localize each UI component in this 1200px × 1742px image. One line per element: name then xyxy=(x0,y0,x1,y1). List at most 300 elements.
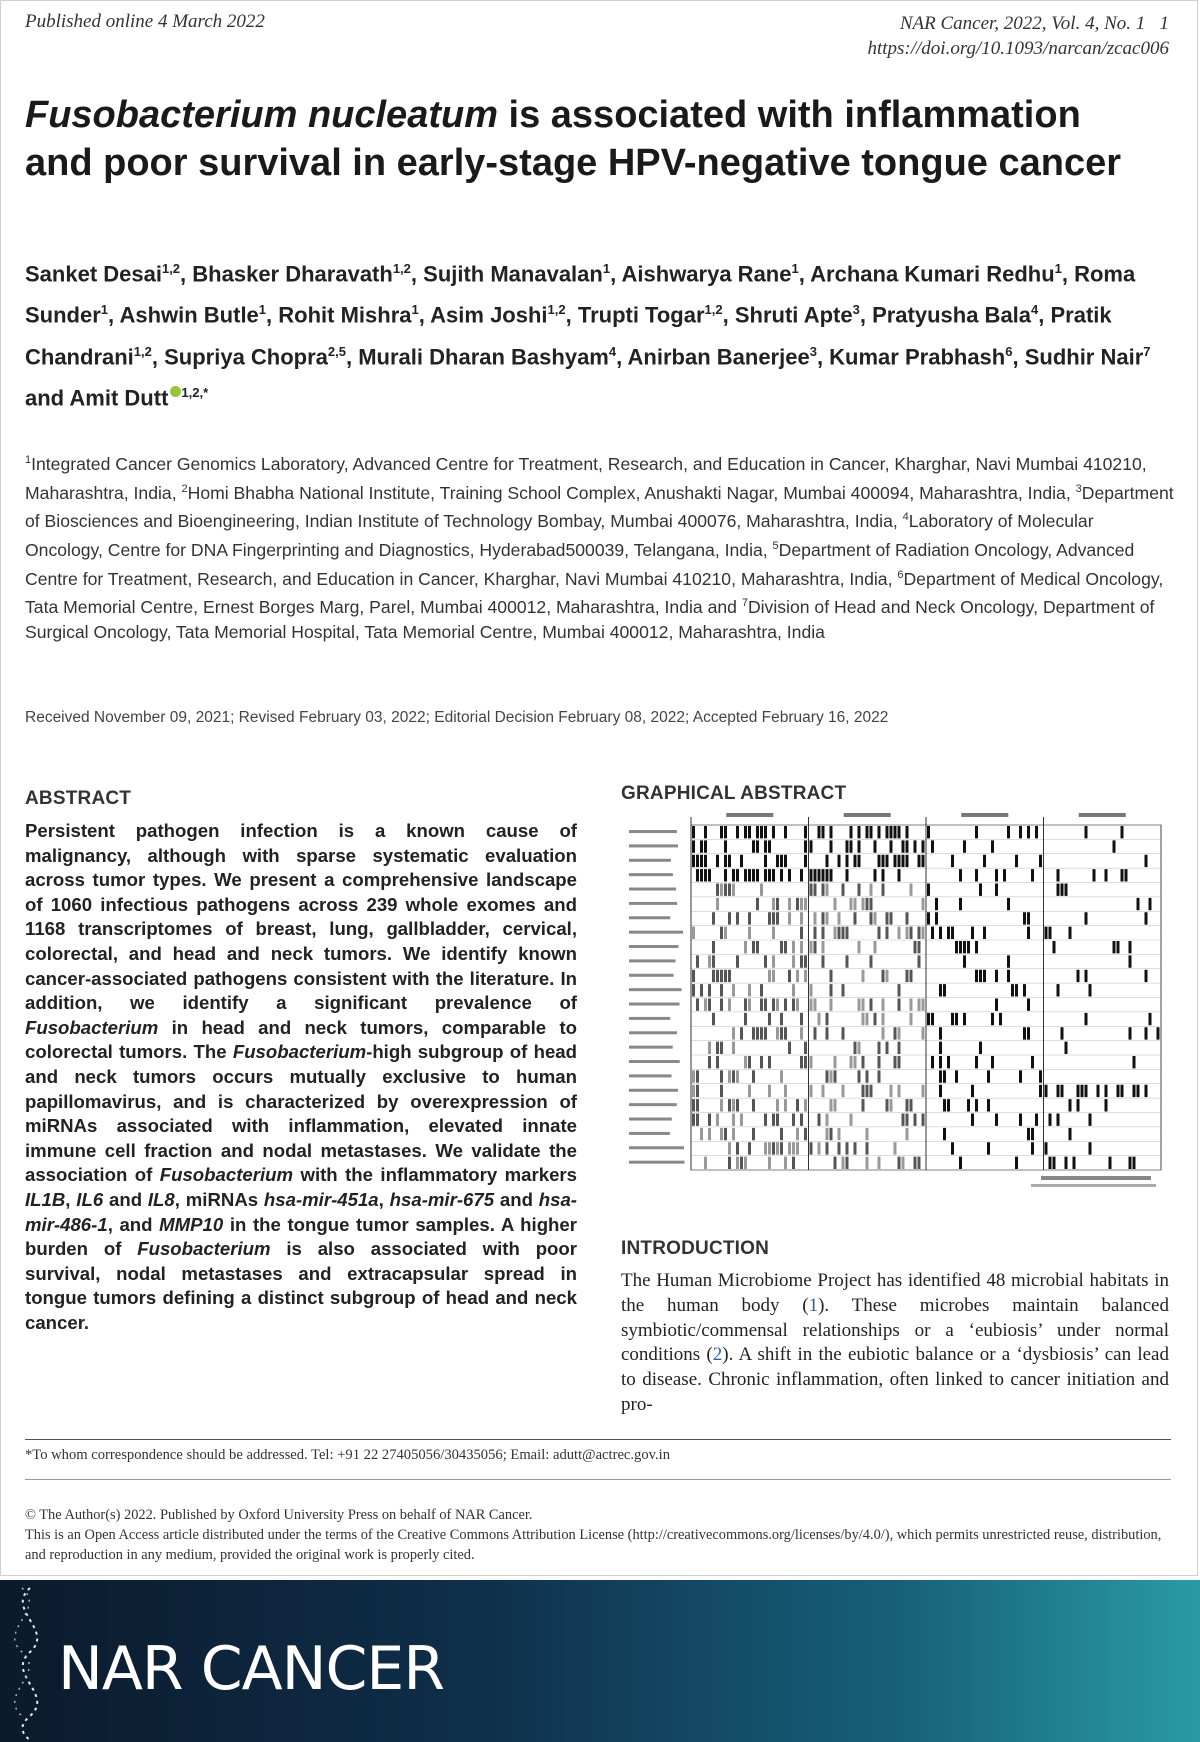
heatmap-cell xyxy=(804,855,807,867)
heatmap-cell xyxy=(918,1157,921,1169)
heatmap-cell xyxy=(1027,826,1030,838)
heatmap-cell xyxy=(959,898,962,910)
heatmap-cell xyxy=(866,1085,869,1097)
heatmap-cell xyxy=(720,1042,723,1054)
heatmap-cell xyxy=(736,912,739,924)
heatmap-cell xyxy=(724,840,727,852)
abstract-text: -high subgroup of head and neck tumors occurs mutually exclusive to human papillomavirus, and is characterized by overexpression of miRNAs associated with inflammation, elevated innate immune cell fraction and nodal metastases. We validate the association of xyxy=(25,1041,577,1186)
heatmap-cell xyxy=(842,927,845,939)
doi-link[interactable]: https://doi.org/10.1093/narcan/zcac006 xyxy=(867,38,1169,59)
heatmap-cell xyxy=(846,1157,849,1169)
heatmap-cell xyxy=(784,1099,787,1111)
heatmap-cell xyxy=(882,869,885,881)
author-affiliation-marker: 7 xyxy=(1143,343,1151,359)
heatmap-cell xyxy=(800,912,803,924)
heatmap-cell xyxy=(906,912,909,924)
heatmap-cell xyxy=(1019,826,1022,838)
heatmap-cell xyxy=(736,955,739,967)
heatmap-cell xyxy=(898,1027,901,1039)
heatmap-cell xyxy=(720,884,723,896)
heatmap-cell xyxy=(878,927,881,939)
heatmap-cell xyxy=(760,984,763,996)
heatmap-cell xyxy=(826,1114,829,1126)
heatmap-cell xyxy=(927,884,930,896)
heatmap-cell xyxy=(1129,1027,1132,1039)
heatmap-cell xyxy=(756,941,759,953)
heatmap-cell xyxy=(796,1099,799,1111)
orcid-icon[interactable] xyxy=(170,386,181,397)
heatmap-cell xyxy=(838,1142,841,1154)
heatmap-cell xyxy=(768,1142,771,1154)
abstract-italic: IL8 xyxy=(147,1188,175,1210)
author-name[interactable]: Kumar Prabhash xyxy=(829,343,1006,369)
heatmap-legend-caption xyxy=(1031,1184,1156,1187)
author-list: Sanket Desai$^{1,2}$, Bhasker Dharavath$^{1,2}$, Sujith Manavalan$^1$, Aishwarya Rane$^1$, Archana Kumari Redhu$^1$, Roma Sunder$^1$, Ashwin Butle$^1$, Rohit Mishra$^1$, Asim Joshi$^{1,2}$, Trupti Togar$^{1,2}$, Shruti Apte$^3$, Pratyusha Bala$^4$, Pratik Chandrani$^{1,2}$, Supriya Chopra$^{2,5}$, Murali Dharan Bashyam$^4$, Anirban Banerjee$^3$, Kumar Prabhash$^6$, Sudhir Nair$^7$ and Amit Dutt $^{1,2,*}$ xyxy=(25,261,1151,411)
heatmap-cell xyxy=(800,1027,803,1039)
heatmap-cell xyxy=(870,826,873,838)
affiliation-text: Department of Medical Oncology, Tata Memorial Centre, Ernest Borges Marg, Parel, Mumbai 400012, Maharashtra, India and xyxy=(25,568,1164,618)
heatmap-cell xyxy=(826,884,829,896)
heatmap-cell xyxy=(814,927,817,939)
heatmap-cell xyxy=(866,826,869,838)
heatmap-cell xyxy=(967,941,970,953)
heatmap-cell xyxy=(1137,898,1140,910)
heatmap-cell xyxy=(1145,855,1148,867)
heatmap-cell xyxy=(951,1142,954,1154)
heatmap-cell xyxy=(854,898,857,910)
heatmap-cell xyxy=(724,970,727,982)
heatmap-cell xyxy=(784,826,787,838)
heatmap-cell xyxy=(1085,970,1088,982)
heatmap-row-label xyxy=(629,945,678,948)
heatmap-cell xyxy=(886,826,889,838)
heatmap-cell xyxy=(792,1157,795,1169)
heatmap-cell xyxy=(810,869,813,881)
author-name[interactable]: Trupti Togar xyxy=(577,302,705,328)
heatmap-cell xyxy=(870,1085,873,1097)
heatmap-cell xyxy=(744,1157,747,1169)
reference-link[interactable]: 1 xyxy=(808,1294,819,1316)
abstract-heading: ABSTRACT xyxy=(25,788,132,809)
heatmap-cell xyxy=(764,1142,767,1154)
author-affiliation-marker: 1,2 xyxy=(161,261,181,276)
heatmap-cell xyxy=(1097,1085,1100,1097)
heatmap-cell xyxy=(704,840,707,852)
heatmap-cell xyxy=(826,912,829,924)
heatmap-cell xyxy=(780,1142,783,1154)
heatmap-row-label xyxy=(629,1146,684,1149)
heatmap-cell xyxy=(987,1142,990,1154)
heatmap-cell xyxy=(991,1056,994,1068)
heatmap-cell xyxy=(826,1142,829,1154)
heatmap-cell xyxy=(939,927,942,939)
heatmap-cell xyxy=(716,1114,719,1126)
author-name[interactable]: Asim Joshi xyxy=(430,302,548,328)
heatmap-cell xyxy=(858,999,861,1011)
heatmap-cell xyxy=(955,1013,958,1025)
heatmap-cell xyxy=(1085,912,1088,924)
heatmap-row-label xyxy=(629,1031,677,1034)
heatmap-cell xyxy=(826,1013,829,1025)
heatmap-cell xyxy=(748,999,751,1011)
heatmap-cell xyxy=(918,941,921,953)
heatmap-cell xyxy=(810,1056,813,1068)
heatmap-cell xyxy=(983,927,986,939)
heatmap-cell xyxy=(894,1142,897,1154)
title-rest: is associated with inflammation and poor survival in early-stage HPV-negative tongue cancer xyxy=(25,94,1122,184)
heatmap-cell xyxy=(906,970,909,982)
heatmap-cell xyxy=(886,1099,889,1111)
heatmap-cell xyxy=(748,869,751,881)
author-name[interactable]: Murali Dharan Bashyam xyxy=(358,343,609,369)
heatmap-cell xyxy=(692,826,695,838)
heatmap-cell xyxy=(780,869,783,881)
heatmap-cell xyxy=(804,898,807,910)
heatmap-cell xyxy=(708,955,711,967)
heatmap-cell xyxy=(800,1056,803,1068)
abstract-italic: hsa-mir-451a xyxy=(263,1188,379,1210)
abstract-text: and xyxy=(103,1188,148,1210)
heatmap-cell xyxy=(971,1114,974,1126)
heatmap-cell xyxy=(692,1099,695,1111)
heatmap-cell xyxy=(760,1027,763,1039)
heatmap-cell xyxy=(1149,1013,1152,1025)
heatmap-cell xyxy=(935,898,938,910)
heatmap-cell xyxy=(898,927,901,939)
heatmap-cell xyxy=(810,1142,813,1154)
heatmap-cell xyxy=(1007,826,1010,838)
heatmap-cell xyxy=(939,1042,942,1054)
heatmap-cell xyxy=(947,1056,950,1068)
heatmap-cell xyxy=(752,869,755,881)
heatmap-cell xyxy=(910,1099,913,1111)
heatmap-cell xyxy=(1093,869,1096,881)
heatmap-cell xyxy=(975,826,978,838)
heatmap-cell xyxy=(1035,826,1038,838)
heatmap-cell xyxy=(878,826,881,838)
heatmap-cell xyxy=(995,970,998,982)
heatmap-cell xyxy=(939,1027,942,1039)
heatmap-cell xyxy=(1015,855,1018,867)
heatmap-cell xyxy=(1137,1085,1140,1097)
heatmap-cell xyxy=(728,1070,731,1082)
heatmap-cell xyxy=(814,941,817,953)
heatmap-cell xyxy=(720,826,723,838)
abstract-text: with the inflammatory markers xyxy=(293,1164,578,1186)
heatmap-cell xyxy=(906,927,909,939)
heatmap-cell xyxy=(846,855,849,867)
author-name[interactable]: Sudhir Nair xyxy=(1024,343,1144,369)
heatmap-cell xyxy=(922,898,925,910)
heatmap-cell xyxy=(772,1114,775,1126)
heatmap-row-label xyxy=(629,988,682,991)
heatmap-cell xyxy=(898,1042,901,1054)
affiliation-text: Division of Head and Neck Oncology, Department of Surgical Oncology, Tata Memorial Hospital, Tata Memorial Centre, Mumbai 400012, Maharashtra, India xyxy=(25,597,1155,642)
author-name[interactable]: Shruti Apte xyxy=(734,302,853,328)
heatmap-cell xyxy=(1065,1157,1068,1169)
heatmap-row-label xyxy=(629,859,671,862)
article-title xyxy=(25,91,1125,187)
heatmap-row-label xyxy=(629,902,677,905)
abstract-italic: IL6 xyxy=(76,1188,104,1210)
heatmap-cell xyxy=(716,1042,719,1054)
heatmap-cell xyxy=(792,955,795,967)
page-number: 1 xyxy=(1159,13,1169,34)
heatmap-cell xyxy=(764,869,767,881)
author-affiliation-marker: 1 xyxy=(100,302,109,318)
author-affiliation-marker: 2,5 xyxy=(327,343,346,359)
heatmap-cell xyxy=(826,1070,829,1082)
author-name[interactable]: Sanket Desai xyxy=(25,261,162,287)
author-affiliation-marker: 3 xyxy=(852,302,860,318)
heatmap-cell xyxy=(756,826,759,838)
heatmap-cell xyxy=(728,1157,731,1169)
heatmap-cell xyxy=(854,1042,857,1054)
author-affiliation-marker: 1 xyxy=(1054,261,1062,276)
heatmap-row-label xyxy=(629,959,676,962)
heatmap-cell xyxy=(967,1099,970,1111)
heatmap-cell xyxy=(975,869,978,881)
heatmap-cell xyxy=(959,1157,962,1169)
heatmap-cell xyxy=(744,941,747,953)
heatmap-cell xyxy=(764,855,767,867)
heatmap-cell xyxy=(1039,855,1042,867)
heatmap-cell xyxy=(780,1027,783,1039)
heatmap-cell xyxy=(784,1085,787,1097)
heatmap-cell xyxy=(898,826,901,838)
author-name[interactable]: Pratik Chandrani xyxy=(25,302,1112,369)
heatmap-cell xyxy=(951,927,954,939)
heatmap-cell xyxy=(692,1085,695,1097)
heatmap-cell xyxy=(822,869,825,881)
heatmap-cell xyxy=(700,984,703,996)
heatmap-cell xyxy=(991,1013,994,1025)
heatmap-cell xyxy=(708,1056,711,1068)
heatmap-cell xyxy=(744,826,747,838)
author-affiliation-marker: 1,2 xyxy=(133,343,152,359)
heatmap-cell xyxy=(776,855,779,867)
heatmap-cell xyxy=(951,1013,954,1025)
affiliation-marker: 6 xyxy=(897,568,904,581)
heatmap-cell xyxy=(818,826,821,838)
author-name[interactable]: Pratyusha Bala xyxy=(872,302,1032,328)
heatmap-cell xyxy=(1057,884,1060,896)
heatmap-cell xyxy=(858,840,861,852)
heatmap-cell xyxy=(878,1056,881,1068)
heatmap-cell xyxy=(898,869,901,881)
heatmap-cell xyxy=(1015,984,1018,996)
heatmap-cell xyxy=(862,1013,865,1025)
heatmap-cell xyxy=(975,970,978,982)
heatmap-cell xyxy=(991,840,994,852)
heatmap-cell xyxy=(696,999,699,1011)
heatmap-cell xyxy=(712,1013,715,1025)
heatmap-cell xyxy=(704,869,707,881)
heatmap-cell xyxy=(776,1099,779,1111)
heatmap-cell xyxy=(756,869,759,881)
author-name[interactable]: Ashwin Butle xyxy=(119,302,259,328)
heatmap-cell xyxy=(728,884,731,896)
heatmap-cell xyxy=(866,1013,869,1025)
heatmap-cell xyxy=(922,1114,925,1126)
affiliation-marker: 1 xyxy=(25,454,32,466)
author-name[interactable]: Anirban Banerjee xyxy=(627,343,810,369)
abstract-italic: hsa-mir-675 xyxy=(389,1188,495,1210)
heatmap-cell xyxy=(914,1114,917,1126)
heatmap-cell xyxy=(708,999,711,1011)
heatmap-cell xyxy=(999,1013,1002,1025)
heatmap-row-label xyxy=(629,1046,673,1049)
heatmap-cell xyxy=(822,955,825,967)
heatmap-cell xyxy=(1145,1085,1148,1097)
heatmap-row-label xyxy=(629,1003,680,1006)
heatmap-cell xyxy=(882,970,885,982)
heatmap-cell xyxy=(838,927,841,939)
heatmap-cell xyxy=(906,1099,909,1111)
heatmap-cell xyxy=(1007,955,1010,967)
heatmap-cell xyxy=(700,840,703,852)
heatmap-row-label xyxy=(629,1060,680,1063)
heatmap-cell xyxy=(772,970,775,982)
heatmap-cell xyxy=(1129,955,1132,967)
heatmap-cell xyxy=(959,941,962,953)
heatmap-cell xyxy=(1089,1114,1092,1126)
heatmap-cell xyxy=(898,999,901,1011)
heatmap-cell xyxy=(1049,927,1052,939)
author-affiliation-marker: 1 xyxy=(602,261,611,276)
author-affiliation-marker: 1 xyxy=(411,302,419,318)
introduction-body xyxy=(621,1269,1169,1418)
heatmap-cell xyxy=(866,898,869,910)
heatmap-row-label xyxy=(629,974,674,977)
journal-header xyxy=(867,11,1169,61)
heatmap-cell xyxy=(752,1099,755,1111)
author-affiliation-marker: 1 xyxy=(258,302,267,318)
heatmap-cell xyxy=(858,1070,861,1082)
author-affiliation-marker: 6 xyxy=(1005,343,1013,359)
heatmap-cell xyxy=(784,1027,787,1039)
author-affiliation-marker: 1,2 xyxy=(392,261,411,276)
heatmap-cell xyxy=(975,1056,978,1068)
author-name[interactable]: Aishwarya Rane xyxy=(621,261,792,287)
heatmap-cell xyxy=(826,869,829,881)
heatmap-cell xyxy=(720,984,723,996)
abstract-italic: Fusobacterium xyxy=(159,1164,294,1186)
affiliation-marker: 4 xyxy=(902,511,909,524)
heatmap-cell xyxy=(931,1056,934,1068)
journal-citation: NAR Cancer, 2022, Vol. 4, No. 1 xyxy=(899,13,1146,34)
heatmap-cell xyxy=(804,1042,807,1054)
author-name[interactable]: Amit Dutt xyxy=(69,385,169,411)
heatmap-row-label xyxy=(629,844,678,847)
heatmap-cell xyxy=(1039,1070,1042,1082)
heatmap-cell xyxy=(752,1027,755,1039)
heatmap-cell xyxy=(939,1070,942,1082)
heatmap-cell xyxy=(1045,1085,1048,1097)
heatmap-cell xyxy=(943,1128,946,1140)
author-name[interactable]: Bhasker Dharavath xyxy=(192,261,393,287)
reference-link[interactable]: 2 xyxy=(712,1344,723,1366)
heatmap-cell xyxy=(814,999,817,1011)
heatmap-cell xyxy=(1077,1085,1080,1097)
heatmap-cell xyxy=(1069,1099,1072,1111)
heatmap-cell xyxy=(894,1056,897,1068)
heatmap-cell xyxy=(764,1027,767,1039)
heatmap-cell xyxy=(1085,1013,1088,1025)
heatmap-cell xyxy=(1065,1042,1068,1054)
heatmap-cell xyxy=(720,1099,723,1111)
heatmap-cell xyxy=(842,1085,845,1097)
heatmap-cell xyxy=(732,1128,735,1140)
heatmap-cell xyxy=(792,1142,795,1154)
heatmap-cell xyxy=(780,1128,783,1140)
heatmap-cell xyxy=(1027,1128,1030,1140)
heatmap-cell xyxy=(814,869,817,881)
heatmap-cell xyxy=(712,941,715,953)
heatmap-cell xyxy=(776,1027,779,1039)
heatmap-cell xyxy=(744,1056,747,1068)
author-name[interactable]: Supriya Chopra xyxy=(164,343,328,369)
heatmap-cell xyxy=(814,884,817,896)
heatmap-cell xyxy=(931,1013,934,1025)
author-affiliation-marker: 3 xyxy=(809,343,817,359)
heatmap-cell xyxy=(830,984,833,996)
heatmap-cell xyxy=(910,999,913,1011)
heatmap-cell xyxy=(838,1128,841,1140)
heatmap-cell xyxy=(1081,1085,1084,1097)
heatmap-cell xyxy=(866,1128,869,1140)
author-name[interactable]: Sujith Manavalan xyxy=(423,261,603,287)
heatmap-row-label xyxy=(629,1017,670,1020)
affiliation-text: Laboratory of Molecular Oncology, Centre for DNA Fingerprinting and Diagnostics, Hyderabad500039, Telangana, India, xyxy=(25,511,1094,560)
heatmap-cell xyxy=(890,840,893,852)
introduction-heading: INTRODUCTION xyxy=(621,1238,770,1259)
heatmap-cell xyxy=(800,941,803,953)
heatmap-cell xyxy=(724,927,727,939)
intro-text: ). These microbes maintain balanced symbiotic/commensal relationships or a ‘eubiosis’ under normal conditions ( xyxy=(621,1294,1169,1366)
heatmap-cell xyxy=(1057,984,1060,996)
heatmap-cell xyxy=(728,912,731,924)
author-name[interactable]: Rohit Mishra xyxy=(278,302,412,328)
heatmap-cell xyxy=(818,1013,821,1025)
copyright-line: © The Author(s) 2022. Published by Oxford University Press on behalf of NAR Cancer. xyxy=(25,1507,533,1523)
heatmap-cell xyxy=(1045,1142,1048,1154)
heatmap-cell xyxy=(748,1085,751,1097)
heatmap-cell xyxy=(850,1056,853,1068)
heatmap-cell xyxy=(736,826,739,838)
author-name[interactable]: Archana Kumari Redhu xyxy=(810,261,1055,287)
heatmap-cell xyxy=(810,984,813,996)
heatmap-cell xyxy=(1049,1114,1052,1126)
heatmap-cell xyxy=(906,826,909,838)
heatmap-cell xyxy=(1061,1085,1064,1097)
author-name[interactable]: Roma Sunder xyxy=(25,261,1136,328)
heatmap-cell xyxy=(854,1056,857,1068)
heatmap-cell xyxy=(979,884,982,896)
affiliation-text: Integrated Cancer Genomics Laboratory, Advanced Centre for Treatment, Research, and Education in Cancer, Kharghar, Navi Mumbai 410210, Maharashtra, India, xyxy=(25,453,1147,503)
heatmap-cell xyxy=(744,999,747,1011)
intro-text: ). A shift in the eubiotic balance or a ‘dysbiosis’ can lead to disease. Chronic inflammation, often linked to cancer initiation and pro- xyxy=(621,1344,1169,1415)
heatmap-cell xyxy=(854,912,857,924)
heatmap-cell xyxy=(846,927,849,939)
heatmap-cell xyxy=(736,1070,739,1082)
heatmap-cell xyxy=(780,941,783,953)
heatmap-cell xyxy=(894,1027,897,1039)
license-text: This is an Open Access article distributed under the terms of the Creative Commons Attribution License (http://creativecommons.org/licenses/by/4.0/), which permits unrestricted reuse, distribution, and reproduction in any medium, provided the original work is properly cited. xyxy=(25,1527,1162,1563)
heatmap-cell xyxy=(922,855,925,867)
graphical-abstract-heading: GRAPHICAL ABSTRACT xyxy=(621,783,847,804)
heatmap-row-label xyxy=(629,1161,685,1164)
